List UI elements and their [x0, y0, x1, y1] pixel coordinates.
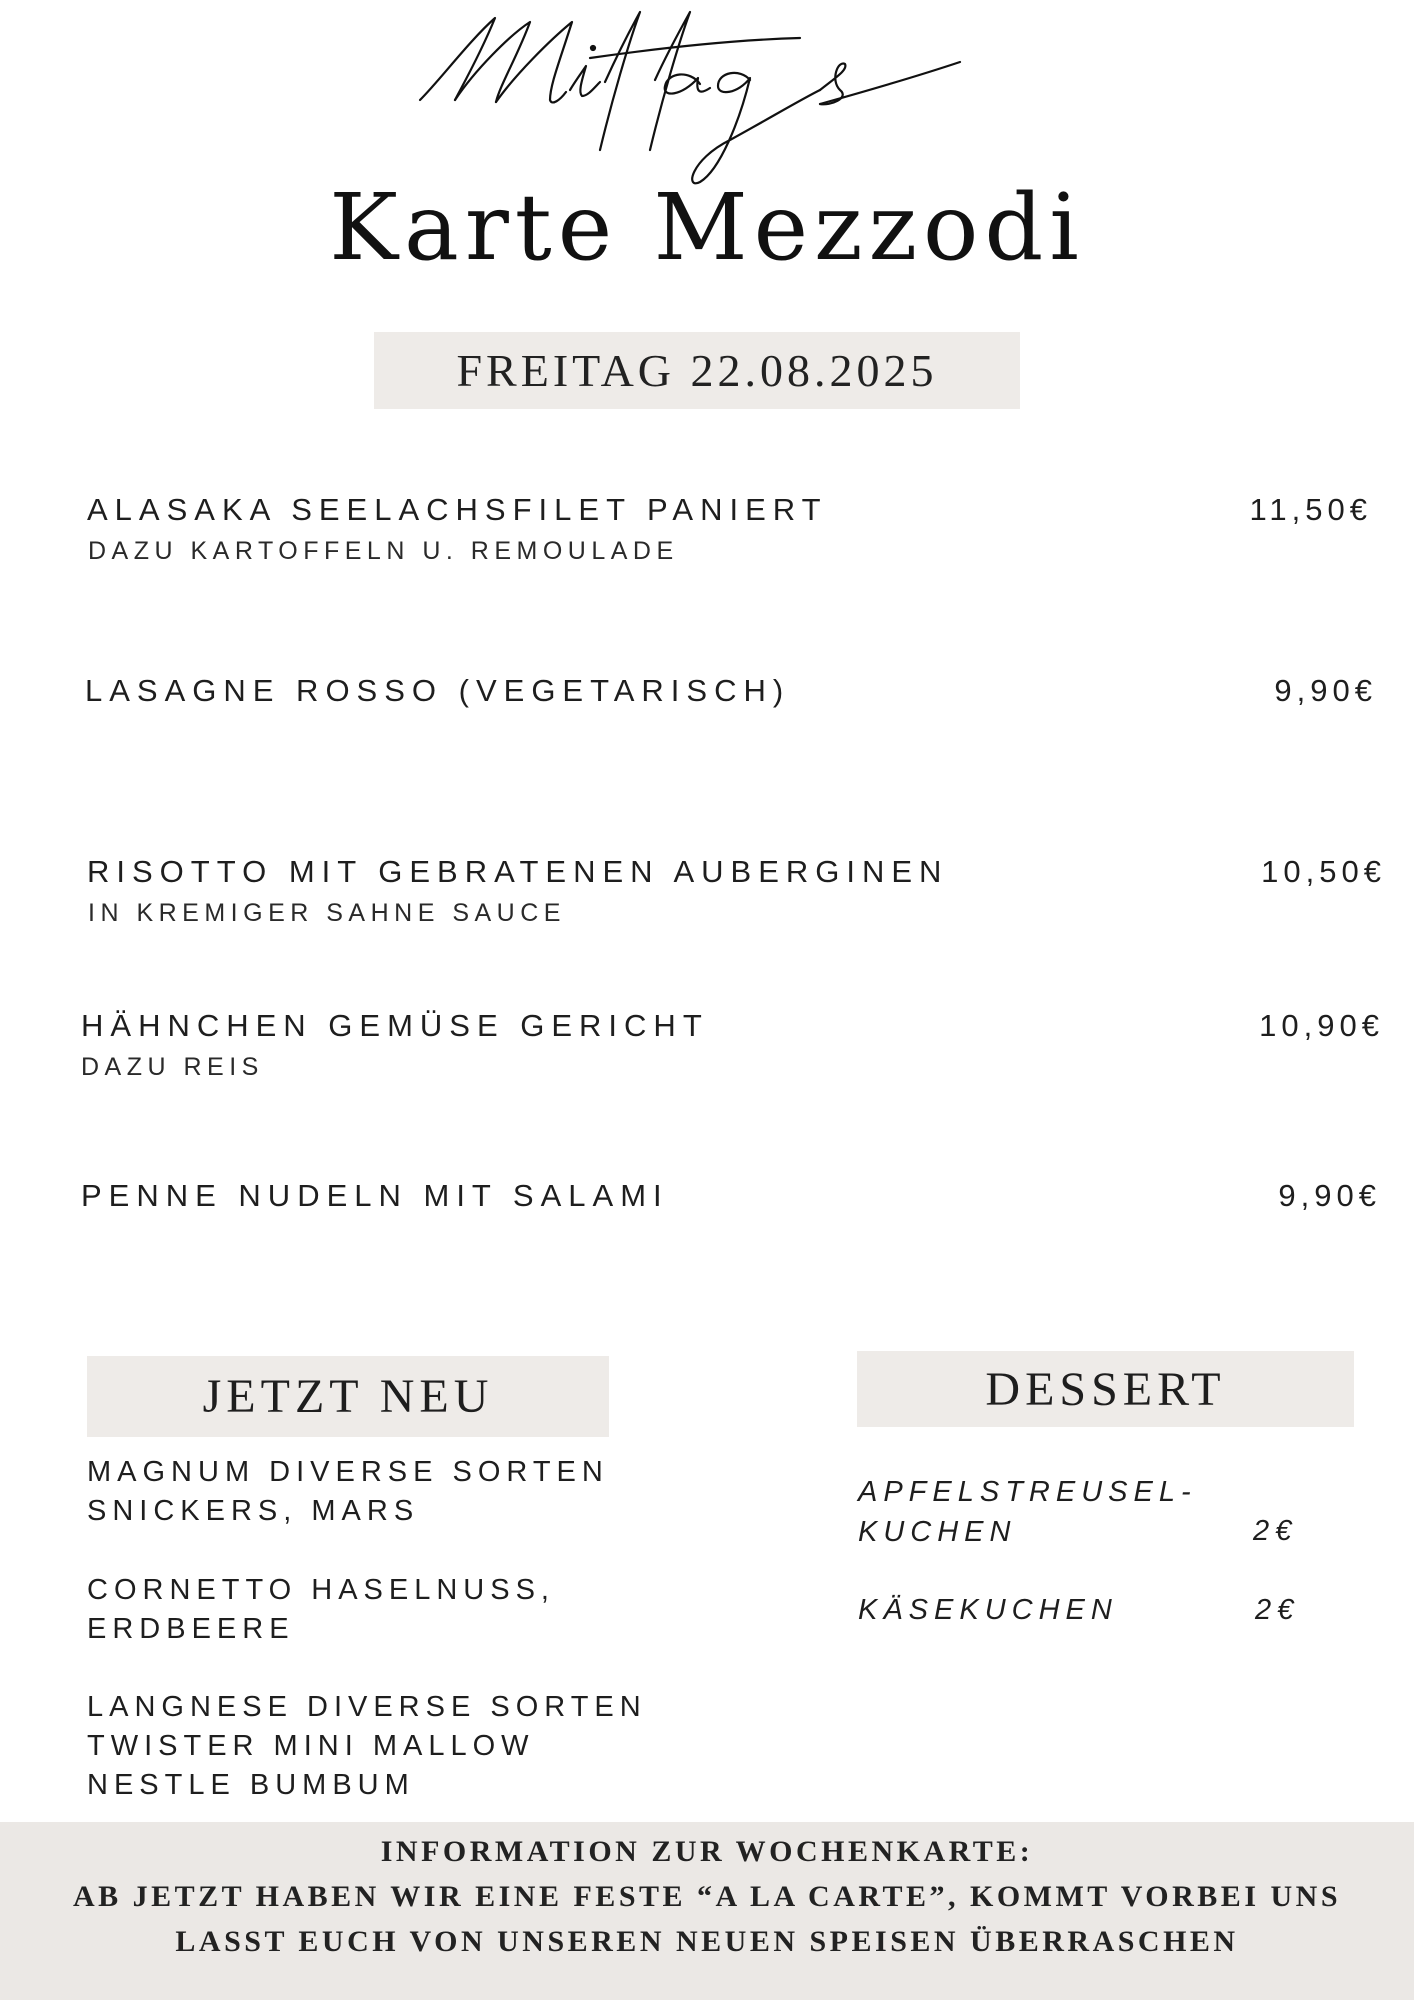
jetzt-neu-item: CORNETTO HASELNUSS, ERDBEERE	[87, 1574, 555, 1645]
dessert-item-price: 2€	[1253, 1515, 1298, 1547]
date-banner	[374, 332, 1020, 409]
footer-text-line: LASST EUCH VON UNSEREN NEUEN SPEISEN ÜBERRASCHEN	[175, 1925, 1239, 1958]
jetzt-neu-heading: JETZT NEU	[202, 1370, 494, 1423]
menu-item-price: 10,50€	[1261, 854, 1386, 889]
menu-item-price: 11,50€	[1249, 492, 1372, 527]
jetzt-neu-item: MAGNUM DIVERSE SORTEN SNICKERS, MARS	[87, 1456, 609, 1527]
menu-item-subtitle: DAZU KARTOFFELN U. REMOULADE	[88, 537, 679, 565]
dessert-heading: DESSERT	[985, 1362, 1226, 1416]
menu-item-name: ALASAKA SEELACHSFILET PANIERT	[87, 492, 828, 527]
menu-item-price: 9,90€	[1274, 673, 1377, 708]
info-footer	[0, 1822, 1414, 2000]
jetzt-neu-heading-box	[87, 1356, 609, 1437]
footer-heading: INFORMATION ZUR WOCHENKARTE:	[380, 1835, 1034, 1868]
footer-text-line: AB JETZT HABEN WIR EINE FESTE “A LA CARTE”, KOMMT VORBEI UNS	[72, 1880, 1342, 1913]
menu-item-price: 9,90€	[1278, 1178, 1381, 1213]
menu-item-subtitle: DAZU REIS	[81, 1053, 264, 1081]
jetzt-neu-item: LANGNESE DIVERSE SORTEN TWISTER MINI MALLOW NESTLE BUMBUM	[87, 1691, 647, 1801]
date-label: FREITAG 22.08.2025	[456, 345, 938, 396]
menu-item-price: 10,90€	[1259, 1008, 1384, 1043]
dessert-item-name: KÄSEKUCHEN	[858, 1594, 1118, 1626]
dessert-item-name: APFELSTREUSEL- KUCHEN	[858, 1476, 1197, 1548]
menu-item-name: PENNE NUDELN MIT SALAMI	[81, 1178, 669, 1213]
menu-item-name: LASAGNE ROSSO (VEGETARISCH)	[85, 673, 791, 708]
menu-item-name: RISOTTO MIT GEBRATENEN AUBERGINEN	[87, 854, 949, 889]
menu-item-subtitle: IN KREMIGER SAHNE SAUCE	[88, 899, 566, 927]
dessert-heading-box	[857, 1351, 1354, 1427]
dessert-item-price: 2€	[1255, 1594, 1300, 1626]
page-title: Karte Mezzodi	[329, 174, 1085, 281]
menu-item-name: HÄHNCHEN GEMÜSE GERICHT	[81, 1008, 709, 1043]
